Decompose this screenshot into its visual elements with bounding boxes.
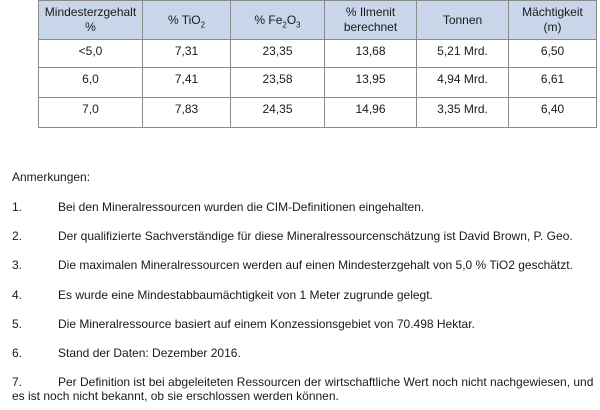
note-item [12, 258, 600, 272]
note-number: 2. [12, 229, 23, 243]
table-cell: 24,35 [231, 98, 325, 128]
table-cell: 7,31 [143, 40, 231, 68]
table-cell: 7,83 [143, 98, 231, 128]
header-ilmenite: % Ilmenit berechnet [325, 1, 417, 40]
table-cell: 13,95 [325, 68, 417, 98]
table-cell: <5,0 [39, 40, 143, 68]
note-text: Es wurde eine Mindestabbaumächtigkeit von 1 Meter zugrunde gelegt. [58, 288, 433, 302]
header-tio2: % TiO$_2$ [143, 1, 231, 40]
note-item [12, 346, 600, 360]
mineral-resource-table [38, 0, 597, 128]
table-cell: 7,0 [39, 98, 143, 128]
note-number: 1. [12, 200, 23, 214]
table-header-row [39, 1, 597, 40]
note-text: Die Mineralressource basiert auf einem Konzessionsgebiet von 70.498 Hektar. [58, 317, 475, 331]
table-cell: 7,41 [143, 68, 231, 98]
note-text: Per Definition ist bei abgeleiteten Ressourcen der wirtschaftliche Wert noch nicht nachgewiesen, und es ist noch nicht bekannt, ob sie erschlossen werden können. [12, 375, 594, 403]
note-item [12, 229, 600, 243]
resource-table-container [38, 0, 596, 128]
table-cell: 4,94 Mrd. [417, 68, 509, 98]
note-text-with-number [12, 375, 600, 403]
table-row [39, 68, 597, 98]
table-cell: 3,35 Mrd. [417, 98, 509, 128]
table-row [39, 40, 597, 68]
note-number: 5. [12, 317, 23, 331]
note-item [12, 200, 600, 214]
notes-title: Anmerkungen: [12, 170, 91, 184]
note-text: Der qualifizierte Sachverständige für diese Mineralressourcenschätzung ist David Brown, P. Geo. [58, 229, 573, 243]
header-cutoff-grade: Mindesterzgehalt % [39, 1, 143, 40]
note-item [12, 375, 600, 403]
note-item [12, 288, 600, 302]
table-cell: 23,35 [231, 40, 325, 68]
header-fe2o3: % $Fe_2O_3$ [231, 1, 325, 40]
table-cell: 14,96 [325, 98, 417, 128]
table-cell: 5,21 Mrd. [417, 40, 509, 68]
note-item [12, 317, 600, 331]
note-number: 4. [12, 288, 23, 302]
table-cell: 6,50 [509, 40, 597, 68]
note-text: Bei den Mineralressourcen wurden die CIM-Definitionen eingehalten. [58, 200, 425, 214]
table-cell: 6,40 [509, 98, 597, 128]
header-tonnes: Tonnen [417, 1, 509, 40]
table-row [39, 98, 597, 128]
note-text: Die maximalen Mineralressourcen werden auf einen Mindesterzgehalt von 5,0 % TiO2 geschätzt. [58, 258, 573, 272]
table-cell: 6,61 [509, 68, 597, 98]
header-thickness: Mächtigkeit (m) [509, 1, 597, 40]
note-number: 3. [12, 258, 23, 272]
table-cell: 6,0 [39, 68, 143, 98]
note-number: 6. [12, 346, 23, 360]
note-number: 7. [12, 375, 23, 389]
note-text: Stand der Daten: Dezember 2016. [58, 346, 241, 360]
table-cell: 13,68 [325, 40, 417, 68]
table-cell: 23,58 [231, 68, 325, 98]
